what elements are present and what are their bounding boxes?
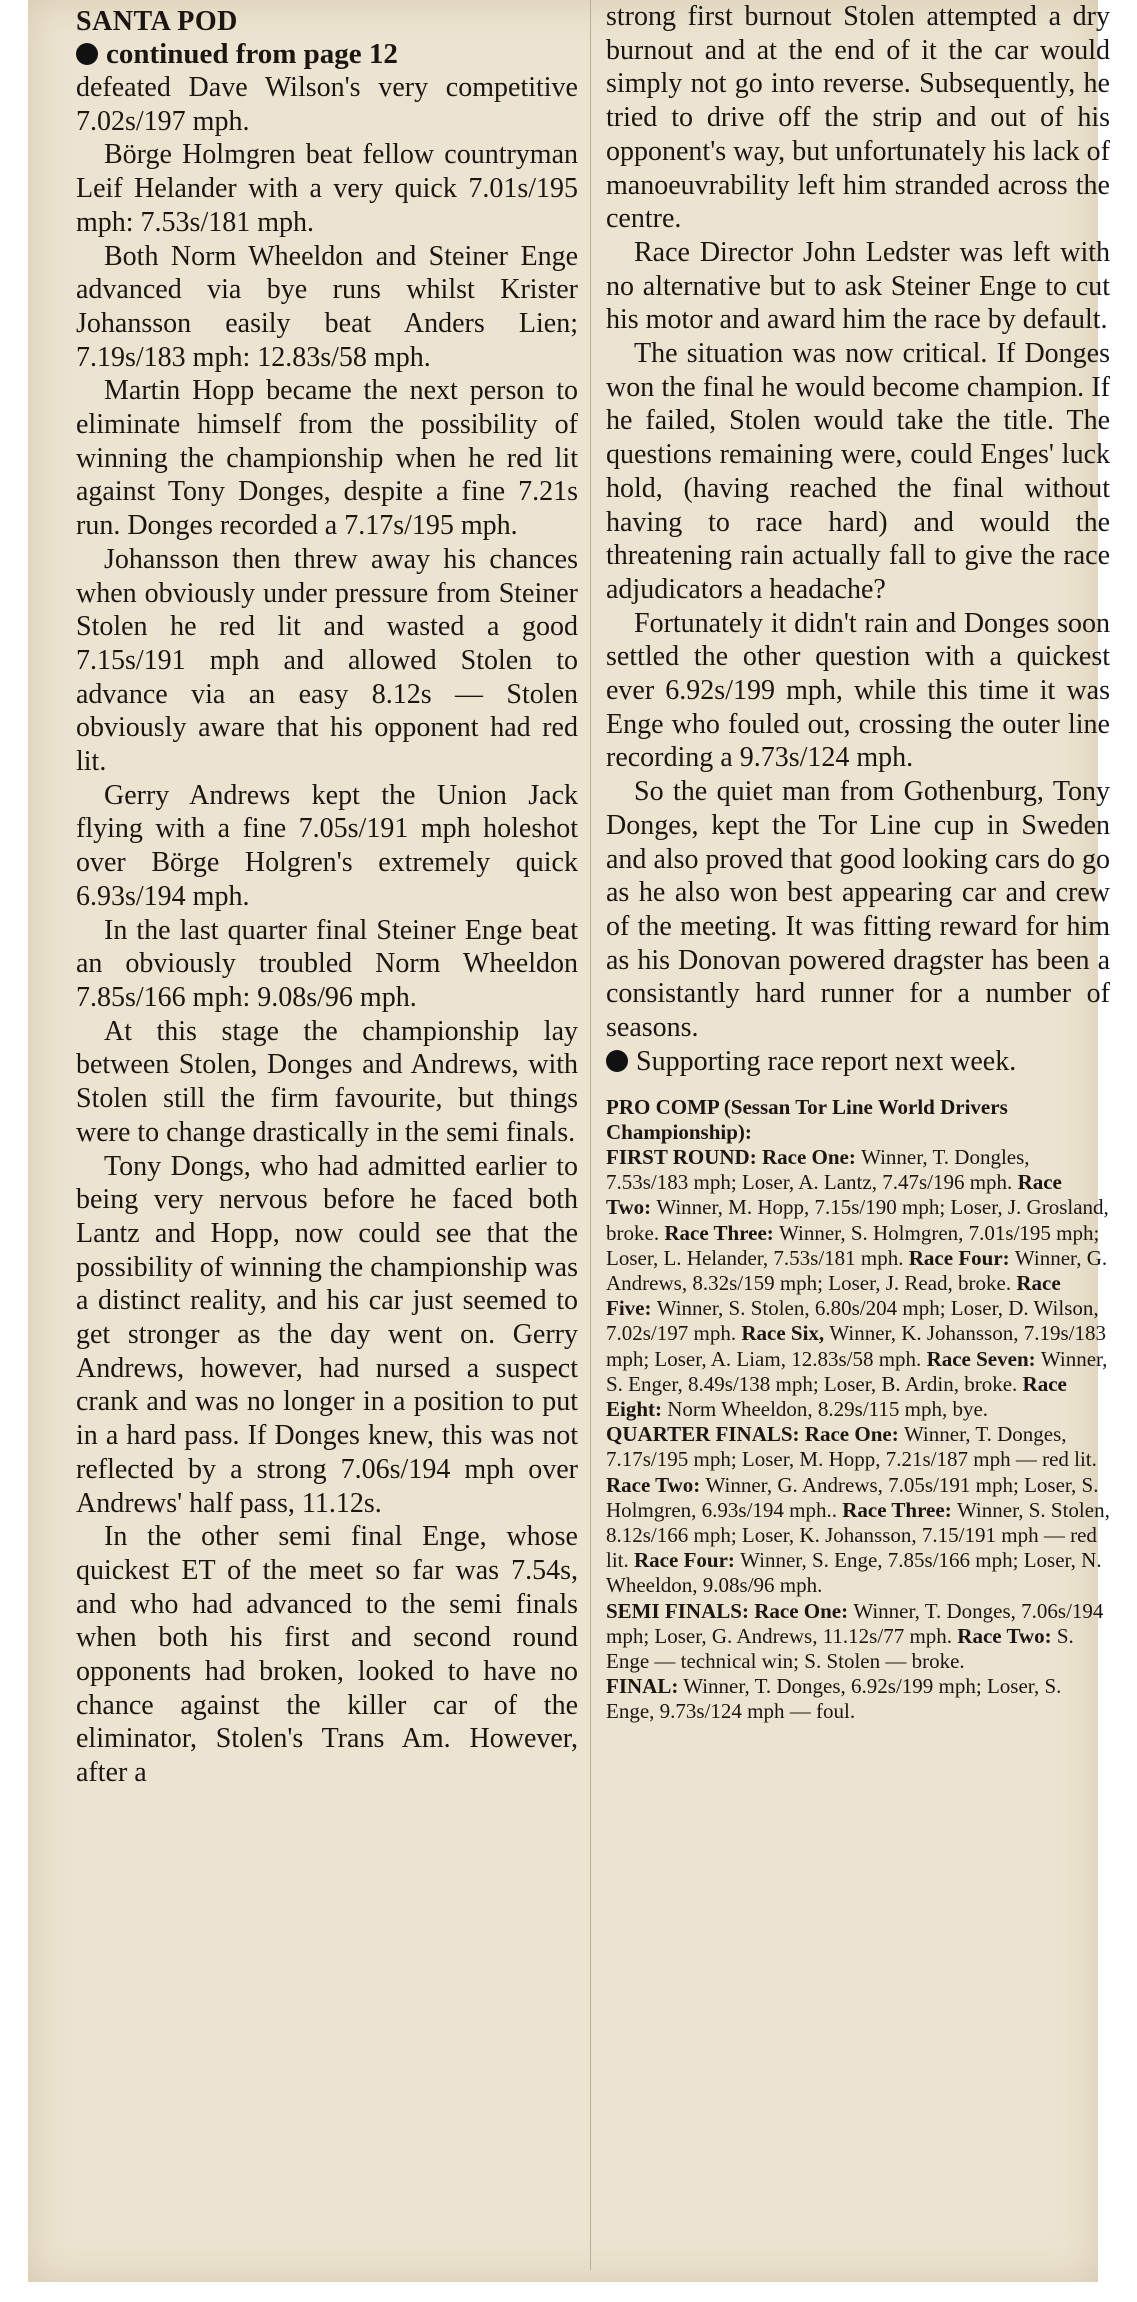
race-label: Race Seven: xyxy=(921,1346,1041,1371)
race-label: Race Four: xyxy=(628,1548,741,1573)
race-label: Race Eight: xyxy=(606,1371,1067,1421)
results-table xyxy=(606,1095,1110,1725)
race-result: Winner, T. Dongles, 7.53s/183 mph; Loser, A. Lantz, 7.47s/196 mph. xyxy=(606,1144,1030,1195)
race-label: Race One: xyxy=(754,1598,854,1623)
race-result: Winner, S. Enge, 7.85s/166 mph; Loser, N. Wheeldon, 9.08s/96 mph. xyxy=(606,1548,1102,1598)
paragraph: Race Director John Ledster was left with no alternative but to ask Steiner Enge to cut his motor and award him the race by default. xyxy=(606,236,1110,336)
race-result: Winner, S. Enger, 8.49s/138 mph; Loser, B. Ardin, broke. xyxy=(606,1346,1108,1396)
round-label: SEMI FINALS: xyxy=(606,1598,749,1623)
race-label: Race Three: xyxy=(837,1497,957,1522)
race-label: Race One: xyxy=(761,1144,862,1169)
race-result: Winner, S. Holmgren, 7.01s/195 mph; Loser, L. Helander, 7.53s/181 mph. xyxy=(606,1220,1100,1270)
race-label: Race Four: xyxy=(903,1245,1015,1270)
race-result: Winner, M. Hopp, 7.15s/190 mph; Loser, J. Grosland, broke. xyxy=(606,1195,1109,1245)
paragraph: defeated Dave Wilson's very competitive 7.02s/197 mph. xyxy=(76,72,578,137)
paragraph: The situation was now critical. If Donges won the final he would become champion. If he failed, Stolen would take the title. The questions remaining were, could Enges' luck hold, (having reached the final without having to race hard) and would the threatening rain actually fall to give the race adjudicators a headache? xyxy=(606,338,1110,605)
paragraph: strong first burnout Stolen attempted a dry burnout and at the end of it the car would simply not go into reverse. Subsequently, he tried to drive off the strip and out of his opponent's way, but unfortunately his lack of manoeuvrability left him stranded across the centre. xyxy=(606,1,1110,235)
newspaper-clipping xyxy=(28,0,1110,2282)
paragraph: In the other semi final Enge, whose quickest ET of the meet so far was 7.54s, and who had advanced to the semi finals when both his first and second round opponents had broken, looked to have no chance against the killer car of the eliminator, Stolen's Trans Am. However, after a xyxy=(76,1521,578,1789)
race-list xyxy=(606,1145,1109,1421)
continued-text: continued from page 12 xyxy=(106,38,398,70)
race-label: Race Five: xyxy=(606,1270,1061,1321)
race-label: Race Two: xyxy=(606,1170,1062,1220)
race-label: Race Two: xyxy=(952,1623,1057,1648)
section-slug: SANTA POD xyxy=(76,6,238,37)
race-result: Winner, G. Andrews, 8.32s/159 mph; Loser, J. Read, broke. xyxy=(606,1245,1108,1295)
paragraph: So the quiet man from Gothenburg, Tony Donges, kept the Tor Line cup in Sweden and also proved that good looking cars do go as he also won best appearing car and crew of the meeting. It was fitting reward for him as his Donovan powered dragster has been a consistantly hard runner for a number of seasons. xyxy=(606,776,1110,1044)
bullet-icon xyxy=(76,43,98,65)
race-label: Race Two: xyxy=(606,1472,706,1497)
race-list xyxy=(606,1422,1110,1597)
first-round-results xyxy=(606,1145,1110,1422)
paragraph: Johansson then threw away his chances when obviously under pressure from Steiner Stolen he red lit and wasted a good 7.15s/191 mph and allowed Stolen to advance via an easy 8.12s — Stolen obviously aware that his opponent had red lit. xyxy=(76,543,578,778)
paragraph: In the last quarter final Steiner Enge beat an obviously troubled Norm Wheeldon 7.85s/166 mph: 9.08s/96 mph. xyxy=(76,914,578,1013)
right-column xyxy=(606,0,1110,1725)
race-label: Race Six, xyxy=(736,1321,830,1346)
round-label: QUARTER FINALS: xyxy=(606,1422,800,1447)
race-result: Winner, T. Donges, 7.17s/195 mph; Loser, M. Hopp, 7.21s/187 mph — red lit. xyxy=(606,1422,1097,1472)
paragraph: Börge Holmgren beat fellow countryman Leif Helander with a very quick 7.01s/195 mph: 7.53s/181 mph. xyxy=(76,139,578,238)
bullet-icon xyxy=(606,1050,628,1072)
race-result: Winner, G. Andrews, 7.05s/191 mph; Loser, S. Holmgren, 6.93s/194 mph.. xyxy=(606,1472,1099,1522)
column-divider xyxy=(590,0,591,2270)
race-result: Winner, T. Donges, 7.06s/194 mph; Loser, G. Andrews, 11.12s/77 mph. xyxy=(606,1598,1104,1648)
next-week-text: Supporting race report next week. xyxy=(636,1045,1017,1077)
quarter-final-results xyxy=(606,1422,1110,1598)
paragraph: Fortunately it didn't rain and Donges soon settled the other question with a quickest ever 6.92s/199 mph, while this time it was Enge who fouled out, crossing the outer line recording a 9.73s/124 mph. xyxy=(606,607,1110,774)
final-results xyxy=(606,1674,1110,1724)
paragraph: Martin Hopp became the next person to eliminate himself from the possibility of winning the championship when he red lit against Tony Donges, despite a fine 7.21s run. Donges recorded a 7.17s/195 mph. xyxy=(76,375,578,542)
results-heading: PRO COMP (Sessan Tor Line World Drivers Championship): xyxy=(606,1094,1008,1144)
race-result: Winner, S. Stolen, 6.80s/204 mph; Loser, D. Wilson, 7.02s/197 mph. xyxy=(606,1296,1099,1346)
next-week-note xyxy=(606,1045,1110,1079)
race-result: Winner, S. Stolen, 8.12s/166 mph; Loser, K. Johansson, 7.15/191 mph — red lit. xyxy=(606,1497,1110,1573)
left-column xyxy=(76,0,578,1790)
paragraph: At this stage the championship lay between Stolen, Donges and Andrews, with Stolen still the firm favourite, but things were to change drastically in the semi finals. xyxy=(76,1015,578,1148)
race-result: Winner, T. Donges, 6.92s/199 mph; Loser, S. Enge, 9.73s/124 mph — foul. xyxy=(606,1674,1062,1724)
paragraph: Tony Dongs, who had admitted earlier to being very nervous before he faced both Lantz and Hopp, now could see that the possibility of winning the championship was a distinct reality, and his car just seemed to get stronger as the day went on. Gerry Andrews, however, had nursed a suspect crank and was no longer in a position to put in a hard pass. If Donges knew, this was not reflected by a strong 7.06s/194 mph over Andrews' half pass, 11.12s. xyxy=(76,1150,578,1519)
semi-final-results xyxy=(606,1599,1110,1675)
race-result: S. Enge — technical win; S. Stolen — broke. xyxy=(606,1623,1074,1673)
race-result: Norm Wheeldon, 8.29s/115 mph, bye. xyxy=(667,1396,989,1421)
race-label: Race Three: xyxy=(659,1220,780,1245)
round-label: FIRST ROUND: xyxy=(606,1144,757,1169)
race-result: Winner, K. Johansson, 7.19s/183 mph; Loser, A. Liam, 12.83s/58 mph. xyxy=(606,1321,1106,1371)
paragraph: Gerry Andrews kept the Union Jack flying with a fine 7.05s/191 mph holeshot over Börge Holgren's extremely quick 6.93s/194 mph. xyxy=(76,779,578,912)
paragraph: Both Norm Wheeldon and Steiner Enge advanced via bye runs whilst Krister Johansson easily beat Anders Lien; 7.19s/183 mph: 12.83s/58 mph. xyxy=(76,240,578,373)
race-label: Race One: xyxy=(804,1422,904,1447)
continued-line xyxy=(76,40,578,69)
round-label: FINAL: xyxy=(606,1674,679,1699)
article-header xyxy=(76,8,578,69)
